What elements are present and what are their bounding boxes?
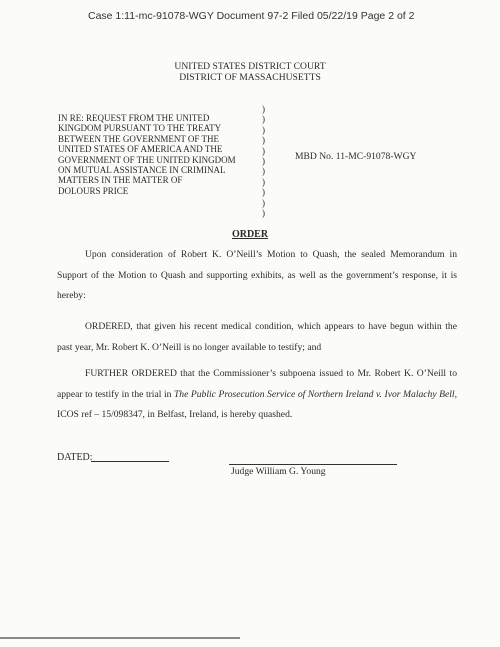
- caption-line: KINGDOM PURSUANT TO THE TREATY: [58, 123, 222, 134]
- docket-number: MBD No. 11-MC-91078-WGY: [295, 151, 417, 162]
- caption-parentheses: [262, 104, 265, 218]
- court-district: DISTRICT OF MASSACHUSETTS: [179, 72, 321, 83]
- caption-paren: ): [262, 197, 265, 208]
- caption-paren: ): [262, 114, 265, 125]
- caption-line: GOVERNMENT OF THE UNITED KINGDOM: [58, 154, 236, 165]
- paragraph-text: , ICOS ref – 15/098347, in Belfast, Ireland, is hereby quashed.: [57, 388, 457, 420]
- caption-paren: ): [262, 187, 265, 198]
- caption-paren: ): [262, 176, 265, 187]
- caption-paren: ): [262, 124, 265, 135]
- paragraph-text: FURTHER ORDERED that the Commissioner’s subpoena issued to Mr. Robert K. O’Neill to appear to testify in the trial in: [57, 368, 457, 400]
- court-name: UNITED STATES DISTRICT COURT: [174, 61, 326, 72]
- caption-paren: ): [262, 208, 265, 219]
- caption-paren: ): [262, 166, 265, 177]
- date-blank-line: [91, 461, 169, 462]
- caption-line: UNITED STATES OF AMERICA AND THE: [58, 144, 223, 155]
- case-header: Case 1:11-mc-91078-WGY Document 97-2 Filed 05/22/19 Page 2 of 2: [88, 10, 415, 22]
- dated-label: DATED:: [57, 452, 93, 463]
- order-paragraph-3: [57, 364, 457, 426]
- caption-paren: ): [262, 135, 265, 146]
- caption-line: DOLOURS PRICE: [58, 185, 129, 196]
- caption-line: BETWEEN THE GOVERNMENT OF THE: [58, 133, 219, 144]
- paragraph-text: Upon consideration of Robert K. O’Neill’s Motion to Quash, the sealed Memorandum in Support of the Motion to Quash and supporting exhibits, as well as the government’s response, it is hereby:: [57, 249, 457, 301]
- order-paragraph-2: [57, 317, 457, 358]
- scan-edge: [0, 637, 240, 639]
- case-caption: [58, 113, 273, 196]
- caption-paren: ): [262, 156, 265, 167]
- signature-line: [229, 464, 397, 465]
- caption-line: ON MUTUAL ASSISTANCE IN CRIMINAL: [58, 165, 226, 176]
- order-title: ORDER: [231, 229, 269, 240]
- caption-paren: ): [262, 145, 265, 156]
- case-citation: The Public Prosecution Service of Northern Ireland v. Ivor Malachy Bell: [173, 388, 455, 400]
- caption-line: IN RE: REQUEST FROM THE UNITED: [58, 113, 210, 123]
- order-paragraph-1: [57, 245, 457, 307]
- judge-name: Judge William G. Young: [231, 466, 326, 477]
- caption-line: MATTERS IN THE MATTER OF: [58, 175, 183, 186]
- paragraph-text: ORDERED, that given his recent medical condition, which appears to have begun within the past year, Mr. Robert K. O’Neill is no longer available to testify; and: [57, 321, 457, 353]
- caption-paren: ): [262, 104, 265, 114]
